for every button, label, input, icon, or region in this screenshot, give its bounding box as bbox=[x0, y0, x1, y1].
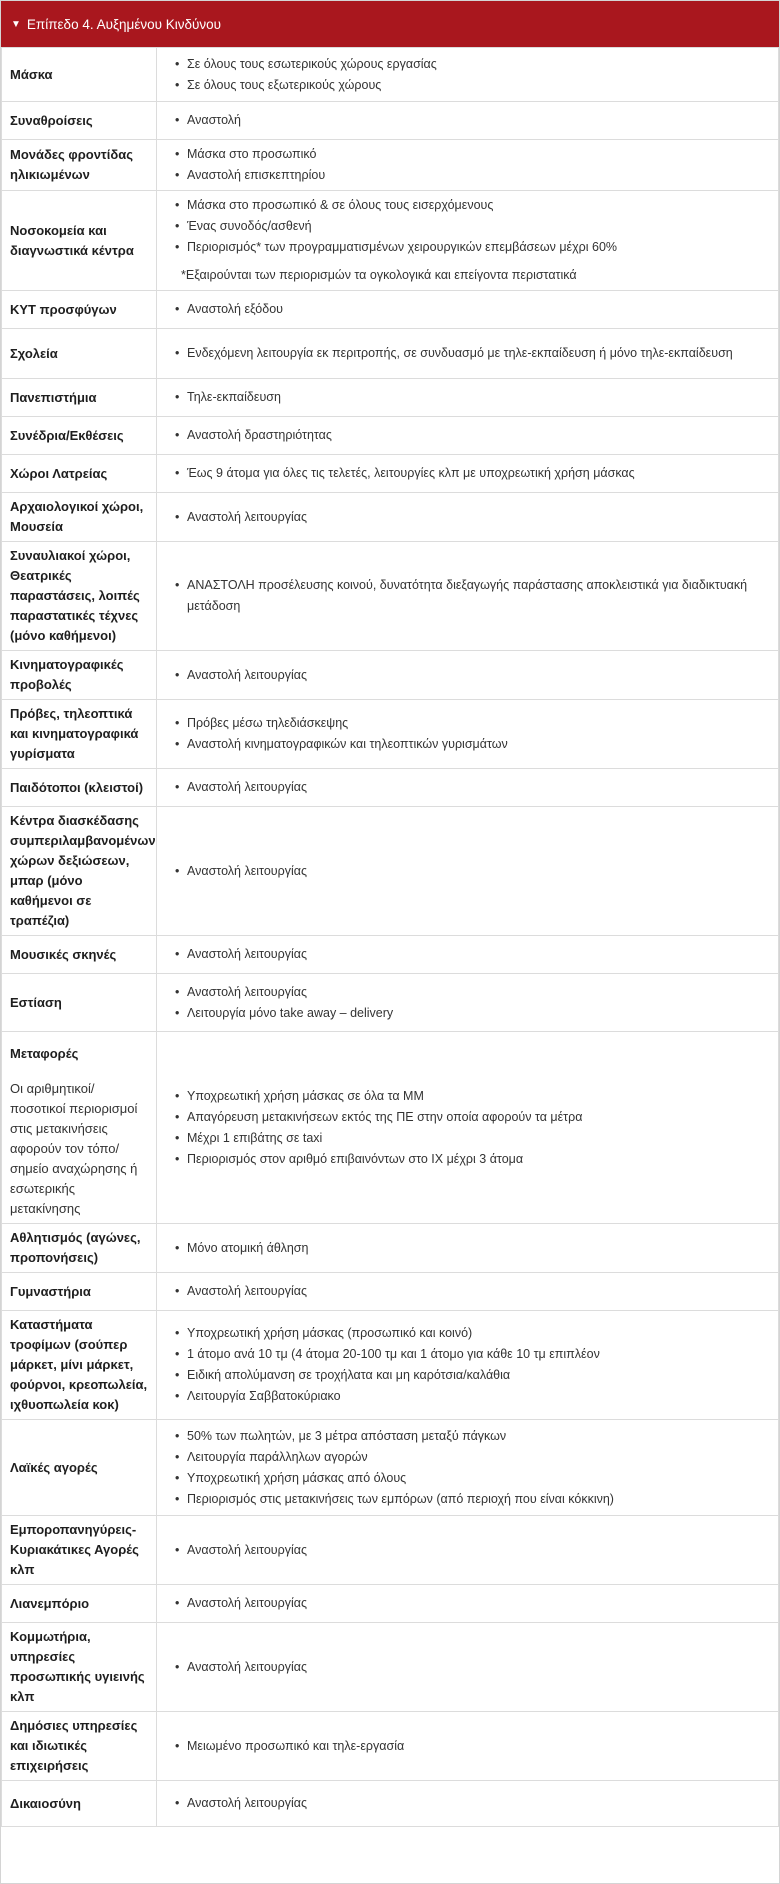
measure-item: • Ειδική απολύμανση σε τροχήλατα και μη καρότσια/καλάθια bbox=[171, 1365, 768, 1386]
measure-item: • Αναστολή λειτουργίας bbox=[171, 1793, 768, 1814]
table-row bbox=[2, 1516, 779, 1585]
measures-cell bbox=[157, 493, 779, 542]
measures-cell bbox=[157, 102, 779, 140]
measure-item: • 1 άτομο ανά 10 τμ (4 άτομα 20-100 τμ και 1 άτομο για κάθε 10 τμ επιπλέον bbox=[171, 1344, 768, 1365]
measure-item: • Αναστολή λειτουργίας bbox=[171, 944, 768, 965]
measure-item: • Μάσκα στο προσωπικό & σε όλους τους εισερχόμενους bbox=[171, 195, 768, 216]
category-cell bbox=[2, 329, 157, 379]
measures-list bbox=[171, 299, 768, 320]
measures-list bbox=[171, 861, 768, 882]
category-label: Σχολεία bbox=[10, 345, 58, 361]
measure-item: • Αναστολή εξόδου bbox=[171, 299, 768, 320]
measures-list bbox=[171, 387, 768, 408]
measure-item: • Μάσκα στο προσωπικό bbox=[171, 144, 768, 165]
category-label: Εμποροπανηγύρεις-Κυριακάτικες Αγορές κλπ bbox=[10, 1522, 139, 1577]
category-cell bbox=[2, 48, 157, 102]
category-label: Εστίαση bbox=[10, 994, 62, 1010]
category-label: Δημόσιες υπηρεσίες και ιδιωτικές επιχειρήσεις bbox=[10, 1718, 138, 1773]
measure-item: • Υποχρεωτική χρήση μάσκας (προσωπικό και κοινό) bbox=[171, 1323, 768, 1344]
category-cell bbox=[2, 1781, 157, 1827]
measure-item: • 50% των πωλητών, με 3 μέτρα απόσταση μεταξύ πάγκων bbox=[171, 1426, 768, 1447]
category-label: Κομμωτήρια, υπηρεσίες προσωπικής υγιεινής κλπ bbox=[10, 1629, 145, 1704]
category-cell bbox=[2, 651, 157, 700]
category-label: Μεταφορές bbox=[10, 1046, 79, 1061]
category-label: Κινηματογραφικές προβολές bbox=[10, 657, 124, 692]
category-label: Πρόβες, τηλεοπτικά και κινηματογραφικά γυρίσματα bbox=[10, 706, 139, 761]
measure-item: • Μειωμένο προσωπικό και τηλε-εργασία bbox=[171, 1736, 768, 1757]
category-cell bbox=[2, 936, 157, 974]
measure-item: • Ένας συνοδός/ασθενή bbox=[171, 216, 768, 237]
measures-list bbox=[171, 1323, 768, 1407]
table-row bbox=[2, 651, 779, 700]
category-cell bbox=[2, 455, 157, 493]
category-cell bbox=[2, 102, 157, 140]
category-label: Μονάδες φροντίδας ηλικιωμένων bbox=[10, 147, 133, 182]
category-label: Συναυλιακοί χώροι, Θεατρικές παραστάσεις, λοιπές παραστατικές τέχνες (μόνο καθήμενοι) bbox=[10, 548, 140, 643]
category-cell bbox=[2, 493, 157, 542]
measures-cell bbox=[157, 974, 779, 1032]
measures-cell bbox=[157, 1516, 779, 1585]
category-label: Κέντρα διασκέδασης συμπεριλαμβανομένων χώρων δεξιώσεων, μπαρ (μόνο καθήμενοι σε τραπέζια) bbox=[10, 813, 156, 928]
category-label: Λιανεμπόριο bbox=[10, 1595, 90, 1611]
measures-table bbox=[1, 47, 779, 1827]
measures-list bbox=[171, 1657, 768, 1678]
category-label: Αθλητισμός (αγώνες, προπονήσεις) bbox=[10, 1230, 141, 1265]
table-row bbox=[2, 379, 779, 417]
category-cell bbox=[2, 1224, 157, 1273]
level-title: Επίπεδο 4. Αυξημένου Κινδύνου bbox=[26, 16, 222, 32]
table-row bbox=[2, 700, 779, 769]
table-row bbox=[2, 1585, 779, 1623]
table-row bbox=[2, 493, 779, 542]
table-row bbox=[2, 48, 779, 102]
category-cell bbox=[2, 140, 157, 191]
measure-item: • Περιορισμός στον αριθμό επιβαινόντων στο ΙΧ μέχρι 3 άτομα bbox=[171, 1149, 768, 1170]
measure-item: • Έως 9 άτομα για όλες τις τελετές, λειτουργίες κλπ με υποχρεωτική χρήση μάσκας bbox=[171, 463, 768, 484]
measure-item: • Περιορισμός* των προγραμματισμένων χειρουργικών επεμβάσεων μέχρι 60% bbox=[171, 237, 768, 258]
measures-list bbox=[171, 1281, 768, 1302]
measure-item: • Αναστολή λειτουργίας bbox=[171, 982, 768, 1003]
measures-list bbox=[171, 713, 768, 755]
measures-cell bbox=[157, 1032, 779, 1224]
table-row bbox=[2, 1032, 779, 1224]
measures-list bbox=[171, 110, 768, 131]
measure-item: • Μέχρι 1 επιβάτης σε taxi bbox=[171, 1128, 768, 1149]
measures-cell bbox=[157, 700, 779, 769]
measures-cell bbox=[157, 1623, 779, 1712]
measure-item: • Λειτουργία Σαββατοκύριακο bbox=[171, 1386, 768, 1407]
table-row bbox=[2, 1712, 779, 1781]
table-row bbox=[2, 455, 779, 493]
measures-cell bbox=[157, 1311, 779, 1420]
measure-item: • Περιορισμός στις μετακινήσεις των εμπόρων (από περιοχή που είναι κόκκινη) bbox=[171, 1489, 768, 1510]
table-row bbox=[2, 102, 779, 140]
measures-list bbox=[171, 425, 768, 446]
measure-item: • Αναστολή λειτουργίας bbox=[171, 1657, 768, 1678]
measure-item: • Υποχρεωτική χρήση μάσκας σε όλα τα ΜΜ bbox=[171, 1086, 768, 1107]
table-row bbox=[2, 1623, 779, 1712]
table-row bbox=[2, 140, 779, 191]
category-cell bbox=[2, 1311, 157, 1420]
measures-cell bbox=[157, 542, 779, 651]
category-label: Πανεπιστήμια bbox=[10, 389, 97, 405]
table-row bbox=[2, 1273, 779, 1311]
measure-item: • Σε όλους τους εσωτερικούς χώρους εργασίας bbox=[171, 54, 768, 75]
category-cell bbox=[2, 1712, 157, 1781]
category-cell bbox=[2, 379, 157, 417]
category-cell bbox=[2, 1516, 157, 1585]
measure-item: • Αναστολή λειτουργίας bbox=[171, 777, 768, 798]
category-cell bbox=[2, 769, 157, 807]
measure-item: • Λειτουργία μόνο take away – delivery bbox=[171, 1003, 768, 1024]
category-label: Παιδότοποι (κλειστοί) bbox=[10, 779, 144, 795]
measures-cell bbox=[157, 1273, 779, 1311]
measure-item: • Αναστολή λειτουργίας bbox=[171, 1281, 768, 1302]
category-cell bbox=[2, 1032, 157, 1224]
table-row bbox=[2, 542, 779, 651]
table-row bbox=[2, 291, 779, 329]
measures-list bbox=[171, 944, 768, 965]
measure-item: • Αναστολή δραστηριότητας bbox=[171, 425, 768, 446]
category-cell bbox=[2, 1585, 157, 1623]
measures-cell bbox=[157, 769, 779, 807]
category-label: Καταστήματα τροφίμων (σούπερ μάρκετ, μίνι μάρκετ, φούρνοι, κρεοπωλεία, ιχθυοπωλεία κοκ) bbox=[10, 1317, 148, 1412]
measures-list bbox=[171, 1736, 768, 1757]
measures-cell bbox=[157, 1224, 779, 1273]
category-cell bbox=[2, 974, 157, 1032]
category-label: Γυμναστήρια bbox=[10, 1283, 91, 1299]
measure-item: • Σε όλους τους εξωτερικούς χώρους bbox=[171, 75, 768, 96]
table-row bbox=[2, 329, 779, 379]
measure-item: • Αναστολή λειτουργίας bbox=[171, 665, 768, 686]
measures-list bbox=[171, 195, 768, 258]
table-row bbox=[2, 936, 779, 974]
category-cell bbox=[2, 291, 157, 329]
measure-item: • Υποχρεωτική χρήση μάσκας από όλους bbox=[171, 1468, 768, 1489]
category-cell bbox=[2, 191, 157, 291]
measure-item: • Αναστολή επισκεπτηρίου bbox=[171, 165, 768, 186]
table-row bbox=[2, 417, 779, 455]
measures-list bbox=[171, 1426, 768, 1510]
measure-item: • Αναστολή λειτουργίας bbox=[171, 1540, 768, 1561]
measure-item: • Λειτουργία παράλληλων αγορών bbox=[171, 1447, 768, 1468]
measures-cell bbox=[157, 379, 779, 417]
table-row bbox=[2, 1781, 779, 1827]
caret-down-icon: ▼ bbox=[11, 18, 21, 30]
measures-list bbox=[171, 665, 768, 686]
category-cell bbox=[2, 417, 157, 455]
measure-item: • Αναστολή λειτουργίας bbox=[171, 507, 768, 528]
measures-list bbox=[171, 1238, 768, 1259]
table-row bbox=[2, 1311, 779, 1420]
category-label: Νοσοκομεία και διαγνωστικά κέντρα bbox=[10, 222, 134, 258]
measure-item: • Πρόβες μέσω τηλεδιάσκεψης bbox=[171, 713, 768, 734]
measures-cell bbox=[157, 1712, 779, 1781]
measures-cell bbox=[157, 140, 779, 191]
measures-list bbox=[171, 575, 768, 617]
category-cell bbox=[2, 700, 157, 769]
measures-cell bbox=[157, 48, 779, 102]
category-label: Χώροι Λατρείας bbox=[10, 465, 108, 481]
measures-cell bbox=[157, 651, 779, 700]
table-row bbox=[2, 191, 779, 291]
measures-cell bbox=[157, 1781, 779, 1827]
measure-item: • Μόνο ατομική άθληση bbox=[171, 1238, 768, 1259]
measures-cell bbox=[157, 417, 779, 455]
measures-list bbox=[171, 144, 768, 186]
category-label: Μάσκα bbox=[10, 66, 53, 82]
measures-list bbox=[171, 777, 768, 798]
measures-list bbox=[171, 982, 768, 1024]
measures-list bbox=[171, 507, 768, 528]
measures-list bbox=[171, 1540, 768, 1561]
measure-item: • Απαγόρευση μετακινήσεων εκτός της ΠΕ στην οποία αφορούν τα μέτρα bbox=[171, 1107, 768, 1128]
measure-item: • Αναστολή bbox=[171, 110, 768, 131]
category-cell bbox=[2, 807, 157, 936]
category-cell bbox=[2, 1420, 157, 1516]
measure-item: • Ενδεχόμενη λειτουργία εκ περιτροπής, σε συνδυασμό με τηλε-εκπαίδευση ή μόνο τηλε-εκπαίδευση bbox=[171, 343, 768, 364]
measures-cell bbox=[157, 1420, 779, 1516]
table-row bbox=[2, 807, 779, 936]
category-cell bbox=[2, 542, 157, 651]
category-label: ΚΥΤ προσφύγων bbox=[10, 301, 117, 317]
measures-list bbox=[171, 1793, 768, 1814]
measure-item: • Αναστολή κινηματογραφικών και τηλεοπτικών γυρισμάτων bbox=[171, 734, 768, 755]
level-header[interactable] bbox=[1, 1, 779, 47]
measures-cell bbox=[157, 291, 779, 329]
category-label: Μουσικές σκηνές bbox=[10, 946, 117, 962]
category-label: Λαϊκές αγορές bbox=[10, 1459, 98, 1475]
measures-list bbox=[171, 1086, 768, 1170]
measure-footnote: *Εξαιρούνται των περιορισμών τα ογκολογικά και επείγοντα περιστατικά bbox=[181, 268, 577, 282]
category-label: Συνέδρια/Εκθέσεις bbox=[10, 427, 124, 443]
measures-cell bbox=[157, 191, 779, 291]
measure-item: • Τηλε-εκπαίδευση bbox=[171, 387, 768, 408]
category-cell bbox=[2, 1623, 157, 1712]
category-label: Δικαιοσύνη bbox=[10, 1795, 81, 1811]
measures-list bbox=[171, 1593, 768, 1614]
measures-cell bbox=[157, 807, 779, 936]
category-label: Συναθροίσεις bbox=[10, 112, 93, 128]
measures-cell bbox=[157, 1585, 779, 1623]
table-row bbox=[2, 769, 779, 807]
measure-item: • Αναστολή λειτουργίας bbox=[171, 861, 768, 882]
measures-cell bbox=[157, 936, 779, 974]
measures-list bbox=[171, 463, 768, 484]
measures-cell bbox=[157, 329, 779, 379]
measures-list bbox=[171, 54, 768, 96]
measure-item: • ΑΝΑΣΤΟΛΗ προσέλευσης κοινού, δυνατότητα διεξαγωγής παράστασης αποκλειστικά για διαδικτυακή μετάδοση bbox=[171, 575, 768, 617]
table-row bbox=[2, 974, 779, 1032]
measures-cell bbox=[157, 455, 779, 493]
table-row bbox=[2, 1420, 779, 1516]
measures-list bbox=[171, 343, 768, 364]
category-cell bbox=[2, 1273, 157, 1311]
table-row bbox=[2, 1224, 779, 1273]
measure-item: • Αναστολή λειτουργίας bbox=[171, 1593, 768, 1614]
category-label: Αρχαιολογικοί χώροι, Μουσεία bbox=[10, 499, 144, 534]
category-note: Οι αριθμητικοί/ποσοτικοί περιορισμοί στις μετακινήσεις αφορούν τον τόπο/σημείο αναχώρησης ή εσωτερικής μετακίνησης bbox=[10, 1081, 138, 1216]
